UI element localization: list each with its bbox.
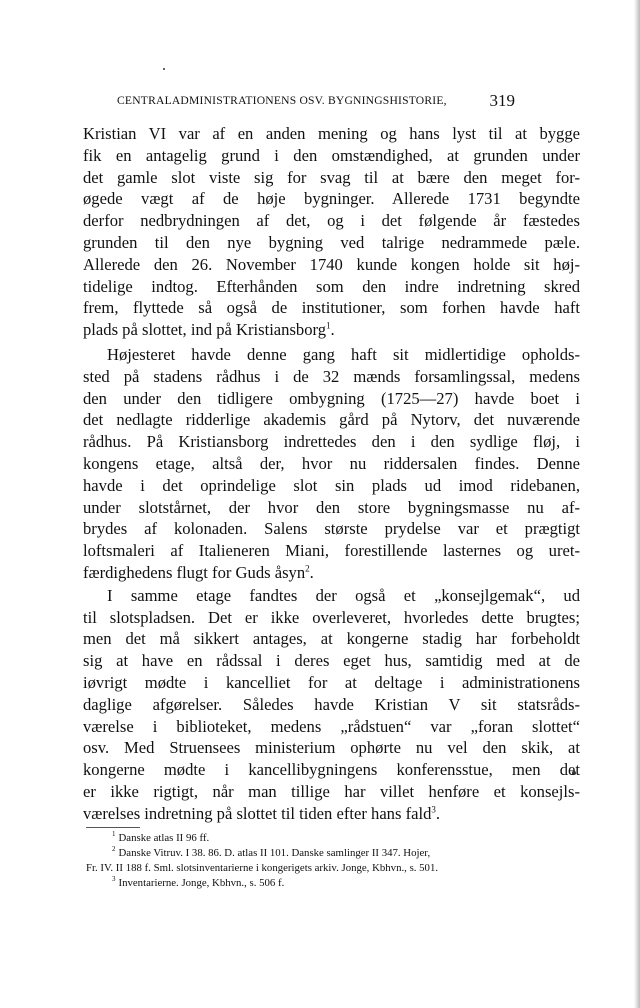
- page-edge-shadow: [634, 0, 640, 1008]
- text-line-content: øgede vægt af de høje bygninger. Allerede 1731 begyndte: [83, 189, 580, 209]
- footnote-mark: 1: [112, 830, 116, 839]
- text-line: [83, 211, 580, 231]
- text-line-content: tidelige indtog. Efterhånden som den indre indretning skred: [83, 276, 580, 296]
- text-line: [83, 541, 580, 561]
- page-header: [117, 91, 515, 111]
- text-line: [83, 717, 580, 737]
- footnote-text: Danske Vitruv. I 38. 86. D. atlas II 101. Danske samlinger II 347. Hojer,: [118, 847, 431, 859]
- text-line-content: osv. Med Struensees ministerium ophørte nu vel den skik, at: [83, 738, 580, 758]
- text-line: [83, 124, 580, 144]
- text-line-content: det gamle slot viste sig for svag til at bære den meget for-: [83, 167, 580, 187]
- text-line-content: havde i det oprindelige slot sin plads ud imod ridebanen,: [83, 475, 580, 495]
- page-number: 319: [489, 91, 515, 110]
- running-title: CENTRALADMINISTRATIONENS OSV. BYGNINGSHISTORIE,: [117, 94, 447, 107]
- text-line-content: færdighedens flugt for Guds åsyn: [83, 563, 306, 582]
- text-line-content: under slotstårnet, der hvor den store bygningsmasse nu af-: [83, 497, 580, 517]
- text-line-content: I samme etage fandtes der også et „konsejlgemak“, ud: [107, 585, 580, 605]
- text-line-content: Højesteret havde denne gang haft sit midlertidige opholds-: [107, 345, 580, 364]
- text-line: [83, 146, 580, 166]
- footnote: [112, 831, 209, 845]
- text-line-content: kongens etage, altså der, hvor nu riddersalen findes. Denne: [83, 454, 580, 473]
- text-line: [83, 760, 580, 780]
- footnote: [112, 876, 284, 890]
- text-line: [83, 476, 580, 496]
- footnote-reference: 1: [326, 320, 331, 331]
- text-line: [107, 345, 580, 365]
- footnote-reference: 2: [305, 563, 310, 574]
- text-line-tail: .: [330, 320, 335, 340]
- text-line-content: fik en antagelig grund i den omstændighed, at grunden under: [83, 145, 580, 165]
- text-line: [83, 454, 580, 474]
- text-line: [83, 320, 580, 340]
- text-line-content: plads på slottet, ind på Kristiansborg: [83, 320, 327, 340]
- text-line: [83, 255, 580, 275]
- text-line: [83, 432, 580, 452]
- footnote: [86, 861, 438, 875]
- footnote-text: Inventarierne. Jonge, Kbhvn., s. 506 f.: [118, 877, 285, 889]
- text-line: [83, 608, 580, 628]
- text-line: [83, 782, 580, 802]
- text-line: [83, 804, 580, 824]
- text-line-content: derfor nedbrydningen af det, og i det følgende år fæstedes: [83, 211, 580, 231]
- text-line: [83, 651, 580, 671]
- text-line: [83, 168, 580, 188]
- text-line: [83, 189, 580, 209]
- text-line: [83, 695, 580, 715]
- footnote-mark: 2: [112, 845, 116, 854]
- text-line-content: til slotspladsen. Det er ikke overleveret, hvorledes dette brugtes;: [83, 607, 580, 627]
- text-line: [83, 498, 580, 518]
- footnote-reference: 3: [431, 804, 436, 815]
- text-line: [83, 519, 580, 539]
- text-line-tail: .: [435, 803, 441, 823]
- text-line-content: sig at have en rådssal i deres eget hus, samtidig med at de: [83, 651, 580, 671]
- footnote-text: Fr. IV. II 188 f. Sml. slotsinventarierne i kongerigets arkiv. Jonge, Kbhvn., s. 501.: [86, 862, 439, 874]
- text-line-content: Allerede den 26. November 1740 kunde kongen holde sit høj-: [83, 254, 580, 274]
- text-line-content: det nedlagte ridderlige akademis gård på Nytorv, det nuværende: [83, 410, 580, 430]
- text-line-content: Kristian VI var af en anden mening og hans lyst til at bygge: [83, 124, 580, 143]
- footnote-text: Danske atlas II 96 ff.: [118, 832, 210, 844]
- text-line-content: brydes af kolonaden. Salens største prydelse var et prægtigt: [83, 519, 580, 539]
- footnote: [112, 846, 430, 860]
- text-line: [83, 738, 580, 758]
- text-line-content: kongerne mødte i kancellibygningens konferensstue, men det: [83, 760, 580, 780]
- scan-speck: [163, 68, 165, 70]
- text-line: [83, 410, 580, 430]
- footnote-rule: [86, 827, 140, 828]
- text-line-content: værelses indretning på slottet til tiden efter hans fald: [83, 803, 432, 823]
- text-line-content: men det må sikkert antages, at kongerne stadig har forbeholdt: [83, 629, 580, 649]
- text-line-content: sted på stadens rådhus i de 32 mænds forsamlingssal, medens: [83, 366, 580, 386]
- text-line-content: loftsmaleri af Italieneren Miani, forestillende lasternes og uret-: [83, 541, 580, 561]
- text-line-content: den under den tidligere ombygning (1725—27) havde boet i: [83, 388, 580, 408]
- text-line-content: frem, flyttede så også de institutioner, som forhen havde haft: [83, 298, 580, 318]
- text-line-tail: .: [309, 563, 314, 582]
- text-line: [83, 563, 580, 583]
- text-line: [83, 298, 580, 318]
- text-line: [83, 389, 580, 409]
- text-line-content: rådhus. På Kristiansborg indrettedes den i den sydlige fløj, i: [83, 432, 580, 452]
- text-line: [83, 673, 580, 693]
- text-line: [83, 233, 580, 253]
- text-line-content: er ikke rigtigt, når man tillige har villet henføre et konsejls-: [83, 782, 580, 801]
- text-line: [107, 586, 580, 606]
- text-line: [83, 367, 580, 387]
- text-line-content: daglige afgørelser. Således havde Kristian V sit statsråds-: [83, 694, 580, 714]
- text-line: [83, 629, 580, 649]
- text-line-content: værelse i biblioteket, medens „rådstuen“ var „foran slottet“: [83, 716, 580, 736]
- text-line-content: iøvrigt mødte i kancelliet for at deltage i administrationens: [83, 673, 580, 692]
- footnote-mark: 3: [112, 875, 116, 884]
- text-line-content: grunden til den nye bygning ved talrige nedrammede pæle.: [83, 233, 580, 252]
- text-line: [83, 277, 580, 297]
